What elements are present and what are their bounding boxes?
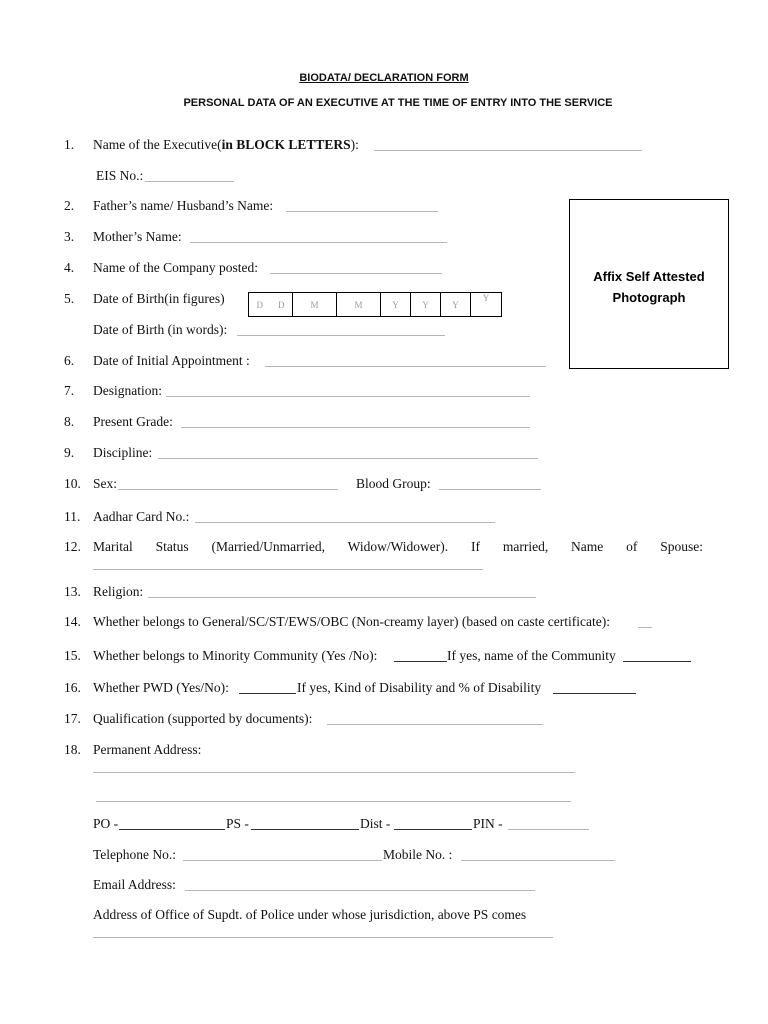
marital-status-label: Marital Status (Married/Unmarried, Widow/Widower). If married, Name of Spouse: bbox=[93, 539, 703, 554]
dob-year-cell[interactable] bbox=[441, 293, 471, 316]
field-number: 9. bbox=[64, 445, 75, 460]
police-office-label: Address of Office of Supdt. of Police under whose jurisdiction, above PS comes bbox=[93, 907, 527, 922]
photo-box[interactable] bbox=[569, 199, 729, 369]
company-field[interactable] bbox=[270, 273, 442, 274]
dob-year-cell[interactable] bbox=[411, 293, 441, 316]
dob-words-field[interactable] bbox=[237, 335, 445, 336]
pwd-field[interactable] bbox=[239, 693, 296, 694]
dob-placeholder: Y bbox=[422, 299, 429, 310]
email-label: Email Address: bbox=[93, 877, 176, 892]
field-number: 2. bbox=[64, 198, 75, 213]
field-number: 4. bbox=[64, 260, 75, 275]
initial-appointment-label: Date of Initial Appointment : bbox=[93, 353, 250, 368]
discipline-field[interactable] bbox=[158, 458, 538, 459]
dob-placeholder: Y bbox=[482, 292, 490, 303]
address-line-1[interactable] bbox=[93, 772, 575, 773]
permanent-address-label: Permanent Address: bbox=[93, 742, 202, 757]
aadhar-field[interactable] bbox=[195, 522, 495, 523]
caste-label: Whether belongs to General/SC/ST/EWS/OBC (Non-creamy layer) (based on caste certificate): bbox=[93, 614, 610, 629]
qualification-field[interactable] bbox=[327, 724, 543, 725]
ps-field[interactable] bbox=[251, 829, 359, 830]
disability-field[interactable] bbox=[553, 693, 636, 694]
religion-field[interactable] bbox=[148, 597, 536, 598]
designation-field[interactable] bbox=[166, 396, 530, 397]
dob-figures-label: Date of Birth(in figures) bbox=[93, 291, 225, 306]
disability-label: If yes, Kind of Disability and % of Disability bbox=[297, 680, 542, 695]
initial-appointment-field[interactable] bbox=[265, 366, 546, 367]
field-number: 15. bbox=[64, 648, 81, 663]
pwd-label: Whether PWD (Yes/No): bbox=[93, 680, 229, 695]
field-number: 14. bbox=[64, 614, 81, 629]
mobile-label: Mobile No. : bbox=[383, 847, 453, 862]
field-number: 3. bbox=[64, 229, 75, 244]
company-label: Name of the Company posted: bbox=[93, 260, 258, 275]
field-number: 10. bbox=[64, 476, 81, 491]
discipline-label: Discipline: bbox=[93, 445, 153, 460]
aadhar-label: Aadhar Card No.: bbox=[93, 509, 190, 524]
photo-box-label: Affix Self Attested Photograph bbox=[593, 269, 705, 305]
spouse-name-field[interactable] bbox=[93, 569, 483, 570]
field-number: 17. bbox=[64, 711, 81, 726]
mother-name-field[interactable] bbox=[190, 242, 447, 243]
dob-day-cell[interactable] bbox=[249, 293, 293, 316]
dob-year-cell[interactable] bbox=[471, 293, 501, 316]
field-number: 1. bbox=[64, 137, 75, 152]
minority-field[interactable] bbox=[394, 661, 447, 662]
present-grade-field[interactable] bbox=[181, 427, 530, 428]
pin-field[interactable] bbox=[508, 829, 589, 830]
form-subtitle: PERSONAL DATA OF AN EXECUTIVE AT THE TIME OF ENTRY INTO THE SERVICE bbox=[183, 97, 613, 109]
dist-label: Dist - bbox=[360, 816, 391, 831]
field-number: 11. bbox=[64, 509, 81, 524]
minority-label: Whether belongs to Minority Community (Yes /No): bbox=[93, 648, 378, 663]
dob-month-cell[interactable] bbox=[337, 293, 381, 316]
po-label: PO - bbox=[93, 816, 119, 831]
field-number: 12. bbox=[64, 539, 81, 554]
police-office-field[interactable] bbox=[93, 937, 553, 938]
address-line-2[interactable] bbox=[96, 801, 571, 802]
field-number: 7. bbox=[64, 383, 75, 398]
caste-field[interactable] bbox=[638, 627, 652, 628]
mobile-field[interactable] bbox=[461, 860, 615, 861]
community-field[interactable] bbox=[623, 661, 691, 662]
pin-label: PIN - bbox=[473, 816, 503, 831]
dob-placeholder: D bbox=[278, 299, 285, 310]
sex-field[interactable] bbox=[118, 489, 338, 490]
community-label: If yes, name of the Community bbox=[447, 648, 616, 663]
dob-words-label: Date of Birth (in words): bbox=[93, 322, 228, 337]
designation-label: Designation: bbox=[93, 383, 162, 398]
dob-year-cell[interactable] bbox=[381, 293, 411, 316]
dob-placeholder: Y bbox=[452, 299, 459, 310]
dist-field[interactable] bbox=[394, 829, 472, 830]
field-number: 16. bbox=[64, 680, 81, 695]
mother-name-label: Mother’s Name: bbox=[93, 229, 182, 244]
po-field[interactable] bbox=[119, 829, 225, 830]
father-name-field[interactable] bbox=[286, 211, 438, 212]
field-number: 8. bbox=[64, 414, 75, 429]
dob-placeholder: Y bbox=[392, 299, 399, 310]
dob-placeholder: D bbox=[256, 299, 263, 310]
eis-label: EIS No.: bbox=[96, 168, 144, 183]
form-title: BIODATA/ DECLARATION FORM bbox=[299, 72, 469, 84]
executive-name-label: Name of the Executive(in BLOCK LETTERS): bbox=[93, 137, 359, 152]
field-number: 18. bbox=[64, 742, 81, 757]
email-field[interactable] bbox=[185, 890, 535, 891]
blood-group-field[interactable] bbox=[439, 489, 541, 490]
eis-field[interactable] bbox=[145, 181, 234, 182]
blood-group-label: Blood Group: bbox=[356, 476, 431, 491]
ps-label: PS - bbox=[226, 816, 249, 831]
dob-figures-grid[interactable] bbox=[248, 292, 502, 317]
field-number: 6. bbox=[64, 353, 75, 368]
father-name-label: Father’s name/ Husband’s Name: bbox=[93, 198, 274, 213]
qualification-label: Qualification (supported by documents): bbox=[93, 711, 313, 726]
dob-month-cell[interactable] bbox=[293, 293, 337, 316]
field-number: 5. bbox=[64, 291, 75, 306]
telephone-label: Telephone No.: bbox=[93, 847, 177, 862]
dob-placeholder: M bbox=[354, 299, 363, 310]
present-grade-label: Present Grade: bbox=[93, 414, 173, 429]
executive-name-field[interactable] bbox=[374, 150, 642, 151]
telephone-field[interactable] bbox=[183, 860, 382, 861]
sex-label: Sex: bbox=[93, 476, 118, 491]
dob-placeholder: M bbox=[310, 299, 319, 310]
religion-label: Religion: bbox=[93, 584, 144, 599]
field-number: 13. bbox=[64, 584, 81, 599]
